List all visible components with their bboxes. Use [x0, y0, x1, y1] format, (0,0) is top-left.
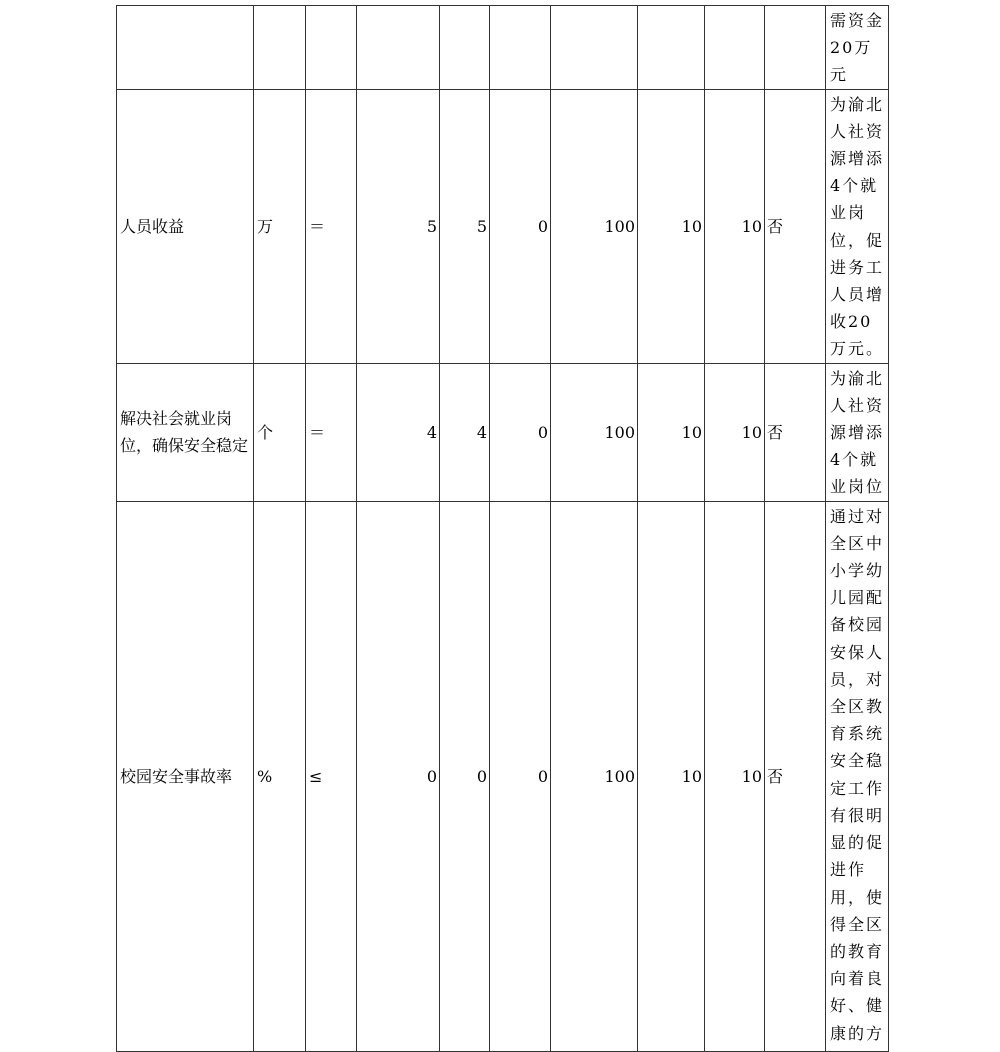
- score-cell: [705, 6, 765, 90]
- weight-cell: 10: [638, 89, 705, 363]
- completion-rate-cell: [551, 6, 638, 90]
- weight-cell: 10: [638, 501, 705, 1051]
- target-value-cell: 4: [357, 363, 440, 501]
- unit-cell: 个: [254, 363, 306, 501]
- note-text: 为渝北人社资源增添4个就业岗位: [830, 368, 885, 497]
- table-row: [117, 6, 889, 90]
- deviation-cell: 0: [490, 89, 551, 363]
- performance-indicator-table: [116, 5, 889, 1052]
- indicator-name-cell: 人员收益: [117, 89, 254, 363]
- operator-cell: [306, 6, 357, 90]
- flag-cell: 否: [765, 89, 826, 363]
- operator-cell: ＝: [306, 89, 357, 363]
- note-cell: [826, 363, 889, 501]
- weight-cell: [638, 6, 705, 90]
- target-value-cell: 0: [357, 501, 440, 1051]
- score-cell: 10: [705, 363, 765, 501]
- target-value-cell: 5: [357, 89, 440, 363]
- score-cell: 10: [705, 89, 765, 363]
- deviation-cell: 0: [490, 363, 551, 501]
- completion-rate-cell: 100: [551, 501, 638, 1051]
- weight-cell: 10: [638, 363, 705, 501]
- indicator-name-cell: [117, 6, 254, 90]
- note-text: 为渝北人社资源增添4个就业岗位，促进务工人员增收20万元。: [830, 94, 885, 359]
- table-row: [117, 501, 889, 1051]
- operator-cell: ＝: [306, 363, 357, 501]
- completion-rate-cell: 100: [551, 363, 638, 501]
- score-cell: 10: [705, 501, 765, 1051]
- indicator-name-cell: 解决社会就业岗位，确保安全稳定: [117, 363, 254, 501]
- flag-cell: 否: [765, 501, 826, 1051]
- operator-cell: ≤: [306, 501, 357, 1051]
- unit-cell: [254, 6, 306, 90]
- note-text: 需资金20万元: [830, 11, 885, 85]
- note-text: 通过对全区中小学幼儿园配备校园安保人员，对全区教育系统安全稳定工作有很明显的促进作用，使得全区的教育向着良好、健康的方: [830, 506, 885, 1043]
- actual-value-cell: 4: [440, 363, 490, 501]
- table-row: [117, 363, 889, 501]
- actual-value-cell: 5: [440, 89, 490, 363]
- note-cell: [826, 501, 889, 1051]
- target-value-cell: [357, 6, 440, 90]
- actual-value-cell: 0: [440, 501, 490, 1051]
- flag-cell: 否: [765, 363, 826, 501]
- unit-cell: %: [254, 501, 306, 1051]
- deviation-cell: [490, 6, 551, 90]
- actual-value-cell: [440, 6, 490, 90]
- note-cell: [826, 6, 889, 90]
- completion-rate-cell: 100: [551, 89, 638, 363]
- table-row: [117, 89, 889, 363]
- note-cell: [826, 89, 889, 363]
- indicator-name-cell: 校园安全事故率: [117, 501, 254, 1051]
- deviation-cell: 0: [490, 501, 551, 1051]
- flag-cell: [765, 6, 826, 90]
- unit-cell: 万: [254, 89, 306, 363]
